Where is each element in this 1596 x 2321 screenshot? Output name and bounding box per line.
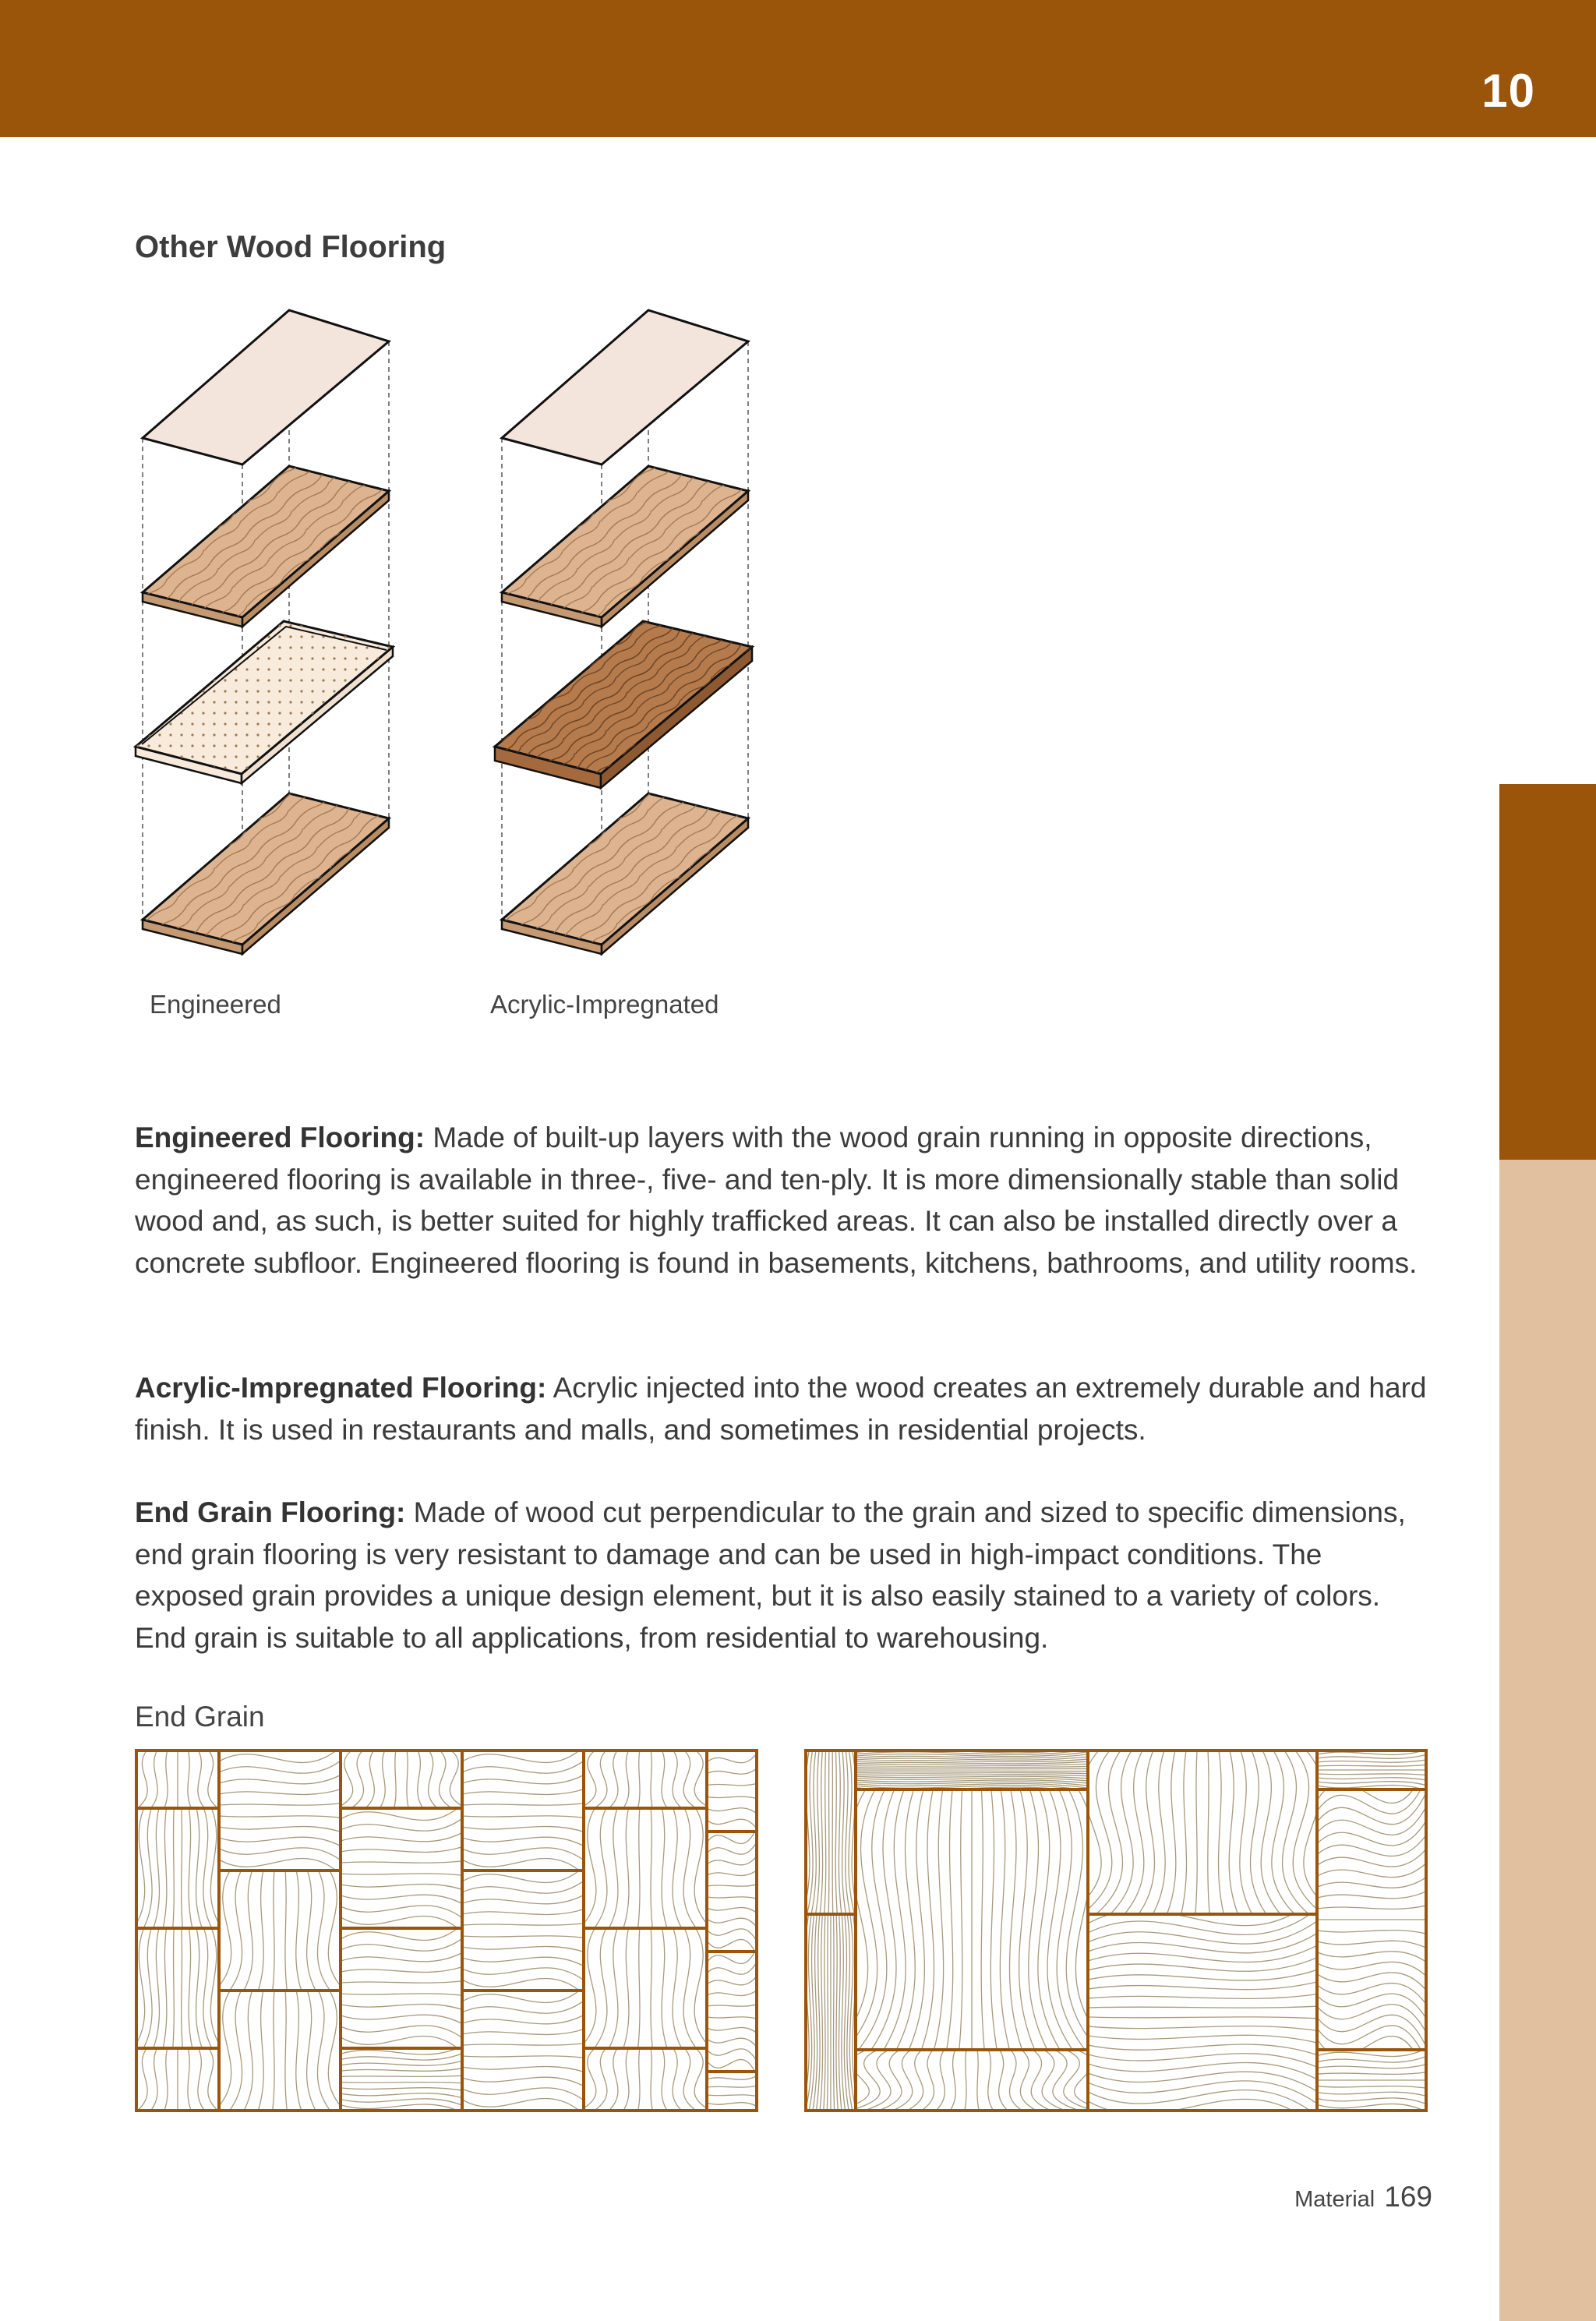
side-tab-active: [1499, 784, 1596, 1160]
end-grain-block: [1088, 1897, 1317, 2112]
end-grain-block-outline: [219, 1750, 341, 1871]
end-grain-block: [707, 2076, 757, 2107]
end-grain-block-outline: [341, 1808, 462, 1928]
engineered-finish-layer: [143, 310, 389, 465]
end-grain-block: [1317, 1765, 1426, 2075]
end-grain-block: [341, 2046, 462, 2112]
end-grain-block-outline: [136, 1808, 219, 1928]
engineered-core: [136, 621, 393, 783]
flooring-layers-diagram: [125, 296, 795, 982]
end-grain-block: [707, 1754, 757, 1829]
acrylic-bottom-layer: [502, 793, 748, 954]
end-grain-block: [1068, 1750, 1337, 1914]
end-grain-block: [462, 1749, 584, 1874]
end-grain-block-outline: [707, 1832, 757, 1952]
header-band: [0, 0, 1596, 137]
paragraph-engineered: [135, 1117, 1428, 1284]
term-end-grain: End Grain Flooring:: [135, 1496, 406, 1528]
text-engineered: Made of built-up layers with the wood grain running in opposite directions, engineered flooring is available in three-, five- and ten-ply. It is more dimensionally stable than solid wood and, as such, is better suited for highly trafficked areas. It can also be installed directly over a concrete subfloor. Engineered flooring is found in basements, kitchens, bathrooms, and utility rooms.: [135, 1122, 1418, 1279]
end-grain-block: [341, 1804, 462, 1932]
end-grain-block-outline: [341, 2048, 462, 2111]
page-footer: [1294, 2181, 1432, 2213]
end-grain-block: [341, 1924, 462, 2052]
end-grain-block: [856, 1749, 1088, 1793]
section-heading: Other Wood Flooring: [135, 230, 447, 264]
end-grain-block-outline: [462, 1991, 584, 2111]
end-grain-pattern-large-blocks: [804, 1749, 1428, 2112]
paragraph-end-grain: [135, 1492, 1428, 1659]
end-grain-pattern-small-blocks: [135, 1749, 758, 2112]
end-grain-block-outline: [341, 1928, 462, 2048]
end-grain-block-outline: [584, 1808, 707, 1928]
end-grain-block: [337, 1750, 466, 1808]
text-acrylic: Acrylic injected into the wood creates an extremely durable and hard finish. It is used in restaurants and malls, and sometimes in residential projects.: [135, 1372, 1427, 1446]
end-grain-block: [804, 1750, 859, 1914]
end-grain-block-outline: [584, 1750, 707, 1808]
text-end-grain: Made of wood cut perpendicular to the grain and sized to specific dimensions, end grain flooring is very resistant to damage and can be used in high-impact conditions. The exposed grain provides a unique design element, but it is also easily stained to a variety of colors. End grain is suitable to all applications, from residential to warehousing.: [135, 1496, 1406, 1654]
end-grain-block-outline: [462, 1871, 584, 1991]
paragraph-acrylic: [135, 1367, 1428, 1450]
end-grain-block-outline: [219, 1871, 341, 1991]
end-grain-block: [137, 1750, 217, 1808]
end-grain-block: [835, 2050, 1109, 2111]
side-tab: [1499, 1160, 1596, 2321]
acrylic-finish-layer: [502, 310, 748, 465]
footer-section: Material: [1294, 2187, 1375, 2212]
acrylic-stack: [495, 310, 752, 954]
end-grain-label: End Grain: [135, 1701, 265, 1733]
end-grain-block: [215, 1871, 344, 1991]
term-acrylic: Acrylic-Impregnated Flooring:: [135, 1372, 547, 1404]
end-grain-block: [1317, 2048, 1426, 2111]
end-grain-block-outline: [341, 1750, 462, 1808]
end-grain-block-outline: [707, 1952, 757, 2072]
end-grain-block: [137, 2048, 217, 2111]
end-grain-block-outline: [462, 1750, 584, 1871]
end-grain-block-outline: [707, 1750, 757, 1832]
end-grain-block-outline: [136, 1928, 219, 2048]
end-grain-block: [580, 1928, 711, 2048]
end-grain-block: [462, 1867, 584, 1994]
end-grain-block: [707, 1828, 757, 1955]
end-grain-block: [833, 1789, 1110, 2050]
end-grain-block: [707, 1948, 757, 2075]
end-grain-block: [462, 1987, 584, 2112]
caption-acrylic-impregnated: Acrylic-Impregnated: [490, 990, 719, 1019]
end-grain-block: [135, 1928, 221, 2048]
end-grain-block: [1317, 1750, 1426, 1790]
acrylic-impregnated-core: [495, 621, 752, 788]
end-grain-block-outline: [219, 1991, 341, 2111]
end-grain-block: [219, 1749, 341, 1874]
end-grain-block: [580, 1750, 711, 1808]
end-grain-block: [580, 1808, 711, 1928]
end-grain-block-outline: [584, 2048, 707, 2111]
chapter-number: 10: [1481, 65, 1535, 117]
caption-engineered: Engineered: [150, 990, 281, 1019]
end-grain-block-outline: [584, 1928, 707, 2048]
page-number: 169: [1384, 2181, 1432, 2213]
end-grain-block: [580, 2048, 711, 2111]
engineered-top-veneer: [143, 466, 389, 627]
end-grain-block: [804, 1914, 860, 2111]
term-engineered: Engineered Flooring:: [135, 1122, 425, 1153]
end-grain-block-outline: [806, 1750, 856, 1914]
end-grain-block: [215, 1991, 344, 2111]
engineered-bottom-layer: [143, 793, 389, 954]
engineered-stack: [136, 310, 393, 954]
acrylic-top-layer: [502, 466, 748, 627]
end-grain-block: [135, 1808, 221, 1928]
